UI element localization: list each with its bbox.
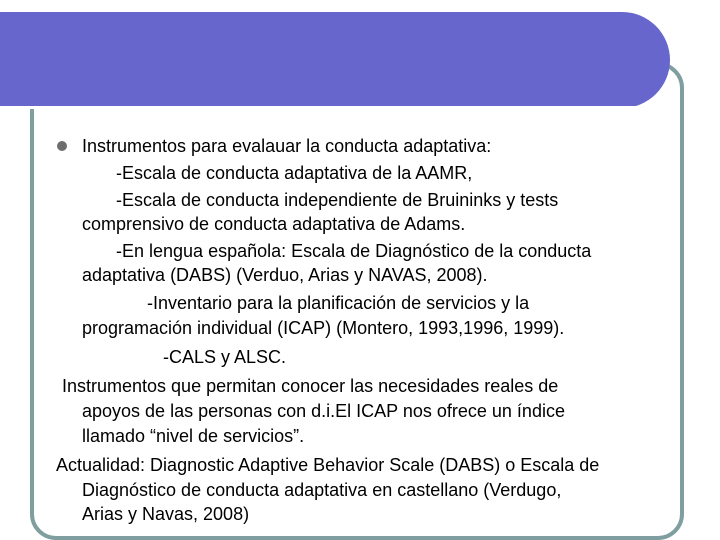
text-line: Diagnóstico de conducta adaptativa en castellano (Verdugo, [82, 480, 562, 500]
text-line: -CALS y ALSC. [163, 347, 287, 367]
text-line: Arias y Navas, 2008) [82, 504, 250, 524]
text-line: -Escala de conducta adaptativa de la AAMR, [116, 163, 473, 183]
text-line: Instrumentos para evalauar la conducta adaptativa: [82, 136, 492, 156]
text-line: Instrumentos que permitan conocer las necesidades reales de [62, 376, 559, 396]
text-line: adaptativa (DABS) (Verduo, Arias y NAVAS, 2008). [82, 265, 488, 285]
text-line: Actualidad: Diagnostic Adaptive Behavior Scale (DABS) o Escala de [56, 455, 600, 475]
text-line: -Inventario para la planificación de servicios y la [147, 293, 530, 313]
text-line: llamado “nivel de servicios”. [82, 426, 305, 446]
text-line: apoyos de las personas con d.i.El ICAP nos ofrece un índice [82, 401, 565, 421]
text-line: comprensivo de conducta adaptativa de Adams. [82, 214, 466, 234]
bullet-icon [57, 141, 67, 151]
text-line: -En lengua española: Escala de Diagnóstico de la conducta [116, 241, 592, 261]
text-line: programación individual (ICAP) (Montero, 1993,1996, 1999). [82, 318, 565, 338]
text-line: -Escala de conducta independiente de Bruininks y tests [116, 190, 559, 210]
